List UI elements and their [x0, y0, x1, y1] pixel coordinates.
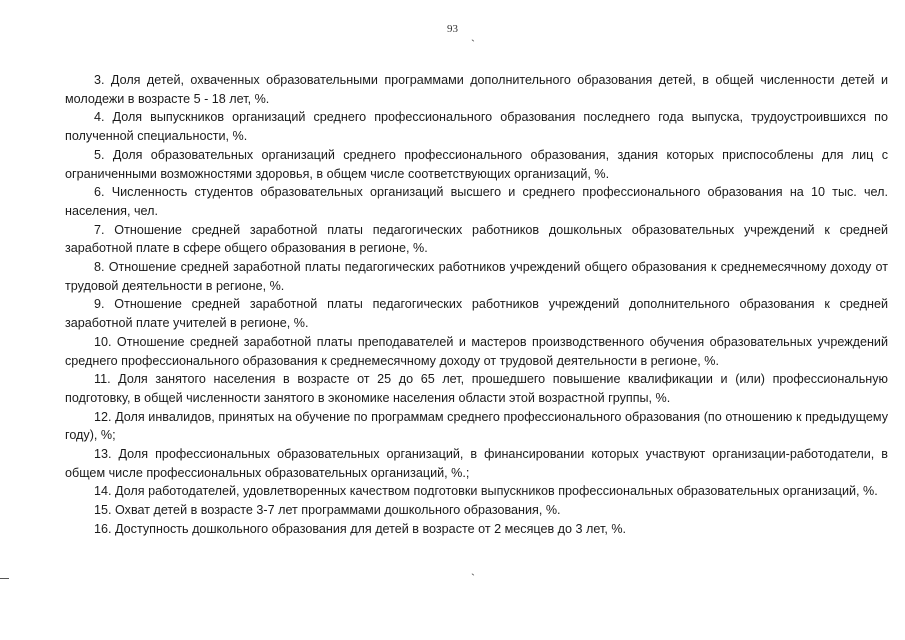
list-item: 6. Численность студентов образовательных организаций высшего и среднего профессионального образования на 10 тыс. чел. населения, чел. [65, 185, 888, 218]
indicator-list [65, 71, 888, 539]
page-number: 93 [447, 23, 458, 35]
edge-line [0, 578, 9, 579]
list-item: 15. Охват детей в возрасте 3-7 лет программами дошкольного образования, %. [94, 503, 561, 518]
list-item: 3. Доля детей, охваченных образовательными программами дополнительного образования детей, в общей численности детей и молодежи в возрасте 5 - 18 лет, %. [65, 73, 888, 106]
list-item: 9. Отношение средней заработной платы педагогических работников учреждений дополнительного образования к средней заработной плате учителей в регионе, %. [65, 297, 888, 331]
list-item: 7. Отношение средней заработной платы педагогических работников дошкольных образовательных учреждений к средней заработной плате в сфере общего образования в регионе, %. [65, 222, 888, 256]
list-item: 11. Доля занятого населения в возрасте от 25 до 65 лет, прошедшего повышение квалификации и (или) профессиональную подготовку, в общей численности занятого в экономике населения области этой возрастной группы, %. [65, 372, 888, 405]
list-item: 10. Отношение средней заработной платы преподавателей и мастеров производственного обучения образовательных учреждений среднего профессионального образования к среднемесячному доходу от трудовой деятельности в регионе, %. [65, 334, 888, 368]
list-item: 16. Доступность дошкольного образования для детей в возрасте от 2 месяцев до 3 лет, %. [94, 521, 627, 536]
list-item: 8. Отношение средней заработной платы педагогических работников учреждений общего образования к среднемесячному доходу от трудовой деятельности в регионе, %. [65, 260, 888, 293]
list-item: 12. Доля инвалидов, принятых на обучение по программам среднего профессионального образования (по отношению к предыдущему году), %; [65, 409, 888, 443]
list-item: 5. Доля образовательных организаций среднего профессионального образования, здания которых приспособлены для лиц с ограниченными возможностями здоровья, в общем числе соответствующих организаций, %. [65, 147, 888, 181]
list-item: 13. Доля профессиональных образовательных организаций, в финансировании которых участвуют организации-работодатели, в общем числе профессиональных образовательных организаций, %.; [65, 447, 888, 480]
list-item: 14. Доля работодателей, удовлетворенных качеством подготовки выпускников профессиональных образовательных организаций, %. [94, 484, 878, 499]
list-item: 4. Доля выпускников организаций среднего профессионального образования последнего года выпуска, трудоустроившихся по полученной специальности, %. [65, 110, 888, 144]
scan-mark-bottom: ` [471, 571, 475, 585]
scan-mark-top: ` [471, 37, 475, 51]
